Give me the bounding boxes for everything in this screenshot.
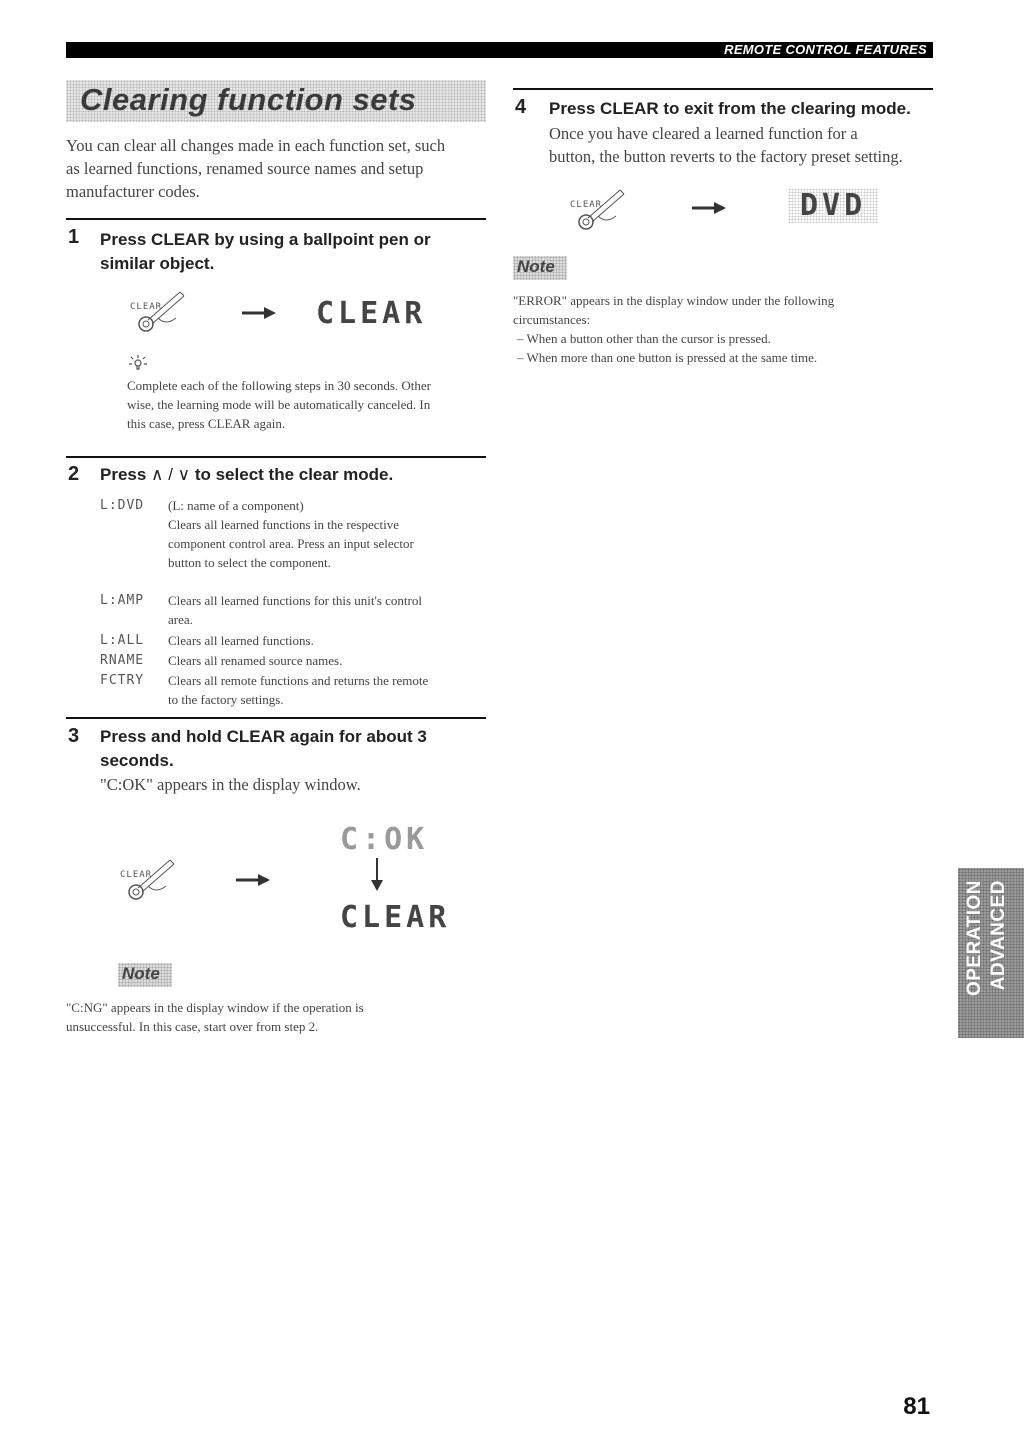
step-divider bbox=[66, 717, 486, 719]
page-number: 81 bbox=[903, 1393, 930, 1420]
clear-button-label: CLEAR bbox=[570, 200, 603, 210]
step-1-title bbox=[100, 228, 490, 276]
note-label: Note bbox=[517, 257, 555, 276]
step-2-title bbox=[100, 463, 490, 487]
pen-icon bbox=[116, 858, 196, 908]
step-3-number: 3 bbox=[68, 725, 80, 747]
intro-paragraph bbox=[66, 134, 486, 203]
side-tab-line: ADVANCED bbox=[988, 880, 1009, 991]
section-title-box bbox=[66, 80, 486, 122]
clear-mode-desc: component control area. Press an input selector bbox=[168, 536, 414, 551]
step-1-title-line: Press CLEAR by using a ballpoint pen or bbox=[100, 230, 431, 249]
arrow-right-icon bbox=[690, 200, 730, 216]
clear-button-illustration bbox=[128, 290, 208, 340]
step-1-title-line: similar object. bbox=[100, 254, 215, 273]
note-right-text bbox=[513, 291, 933, 367]
clear-mode-code: L:AMP bbox=[100, 593, 145, 608]
clear-mode-code: RNAME bbox=[100, 653, 145, 668]
note-label-box bbox=[118, 963, 172, 987]
clear-mode-desc: Clears all learned functions. bbox=[168, 633, 314, 648]
clear-mode-item bbox=[100, 671, 490, 711]
step-3-description: "C:OK" appears in the display window. bbox=[100, 775, 361, 794]
step-2-number: 2 bbox=[68, 463, 80, 485]
clear-mode-desc: to the factory settings. bbox=[168, 692, 284, 707]
clear-mode-item bbox=[100, 631, 490, 651]
note-label-box bbox=[513, 256, 567, 280]
section-header-title: REMOTE CONTROL FEATURES bbox=[724, 42, 927, 57]
clear-button-label: CLEAR bbox=[120, 870, 153, 880]
clear-button-illustration bbox=[566, 188, 646, 238]
advanced-operation-side-tab bbox=[958, 868, 1024, 1038]
lcd-display-clear: CLEAR bbox=[316, 296, 427, 331]
clear-mode-code: FCTRY bbox=[100, 673, 145, 688]
section-header-bar bbox=[66, 42, 933, 58]
intro-line: You can clear all changes made in each function set, such bbox=[66, 136, 446, 155]
step-4-number: 4 bbox=[515, 96, 527, 118]
tip-line: this case, press CLEAR again. bbox=[127, 416, 286, 431]
side-tab-line: OPERATION bbox=[964, 880, 985, 997]
clear-button-label: CLEAR bbox=[130, 302, 163, 312]
note-line: circumstances: bbox=[513, 312, 591, 327]
note-label: Note bbox=[122, 964, 160, 983]
note-line: unsuccessful. In this case, start over from step 2. bbox=[66, 1019, 319, 1034]
clear-mode-desc: Clears all renamed source names. bbox=[168, 653, 343, 668]
clear-mode-code: L:ALL bbox=[100, 633, 145, 648]
clear-mode-list bbox=[100, 496, 490, 711]
step-divider bbox=[513, 88, 933, 90]
step-4-desc-line: Once you have cleared a learned function for a bbox=[549, 124, 858, 143]
step-divider bbox=[66, 456, 486, 458]
clear-mode-desc: area. bbox=[168, 612, 193, 627]
clear-mode-item bbox=[100, 651, 490, 671]
arrow-right-icon bbox=[240, 305, 280, 321]
intro-line: as learned functions, renamed source names and setup bbox=[66, 159, 424, 178]
step-1-tip bbox=[127, 376, 487, 433]
step-3-title-line: Press and hold CLEAR again for about 3 bbox=[100, 727, 427, 746]
tip-line: wise, the learning mode will be automatically canceled. In bbox=[127, 397, 431, 412]
pen-icon bbox=[566, 188, 646, 238]
step-4-desc-line: button, the button reverts to the factory preset setting. bbox=[549, 147, 903, 166]
clear-mode-desc: (L: name of a component) bbox=[168, 498, 304, 513]
step-4-description bbox=[549, 122, 939, 168]
intro-line: manufacturer codes. bbox=[66, 182, 200, 201]
lcd-display-c-ok: C:OK bbox=[340, 822, 429, 857]
clear-mode-desc: button to select the component. bbox=[168, 555, 331, 570]
cursor-up-down-icon: ∧ / ∨ bbox=[151, 465, 191, 484]
page-title: Clearing function sets bbox=[80, 82, 417, 117]
clear-mode-code: L:DVD bbox=[100, 498, 145, 513]
step-divider bbox=[66, 218, 486, 220]
step-2-title-pre: Press bbox=[100, 465, 152, 484]
tip-line: Complete each of the following steps in 30 seconds. Other bbox=[127, 378, 431, 393]
arrow-right-icon bbox=[234, 872, 274, 888]
note-left-text bbox=[66, 998, 486, 1036]
step-3-title bbox=[100, 725, 490, 773]
note-line: "C:NG" appears in the display window if the operation is bbox=[66, 1000, 364, 1015]
clear-mode-desc: Clears all remote functions and returns the remote bbox=[168, 673, 429, 688]
step-2-title-post: to select the clear mode. bbox=[190, 465, 394, 484]
step-3-title-line: seconds. bbox=[100, 751, 174, 770]
arrow-down-icon bbox=[370, 858, 384, 892]
tip-icon bbox=[127, 354, 149, 370]
note-line: – When more than one button is pressed at the same time. bbox=[517, 350, 818, 365]
lcd-display-dvd: DVD bbox=[788, 188, 878, 223]
clear-mode-desc: Clears all learned functions for this unit's control bbox=[168, 593, 422, 608]
note-line: – When a button other than the cursor is pressed. bbox=[517, 331, 771, 346]
clear-mode-item bbox=[100, 591, 490, 631]
note-line: "ERROR" appears in the display window under the following bbox=[513, 293, 835, 308]
clear-mode-item bbox=[100, 496, 490, 591]
pen-icon bbox=[128, 290, 208, 340]
clear-mode-desc: Clears all learned functions in the respective bbox=[168, 517, 400, 532]
step-1-number: 1 bbox=[68, 226, 80, 248]
lcd-display-clear: CLEAR bbox=[340, 900, 451, 935]
step-4-title: Press CLEAR to exit from the clearing mode. bbox=[549, 99, 911, 118]
clear-button-illustration bbox=[116, 858, 196, 908]
